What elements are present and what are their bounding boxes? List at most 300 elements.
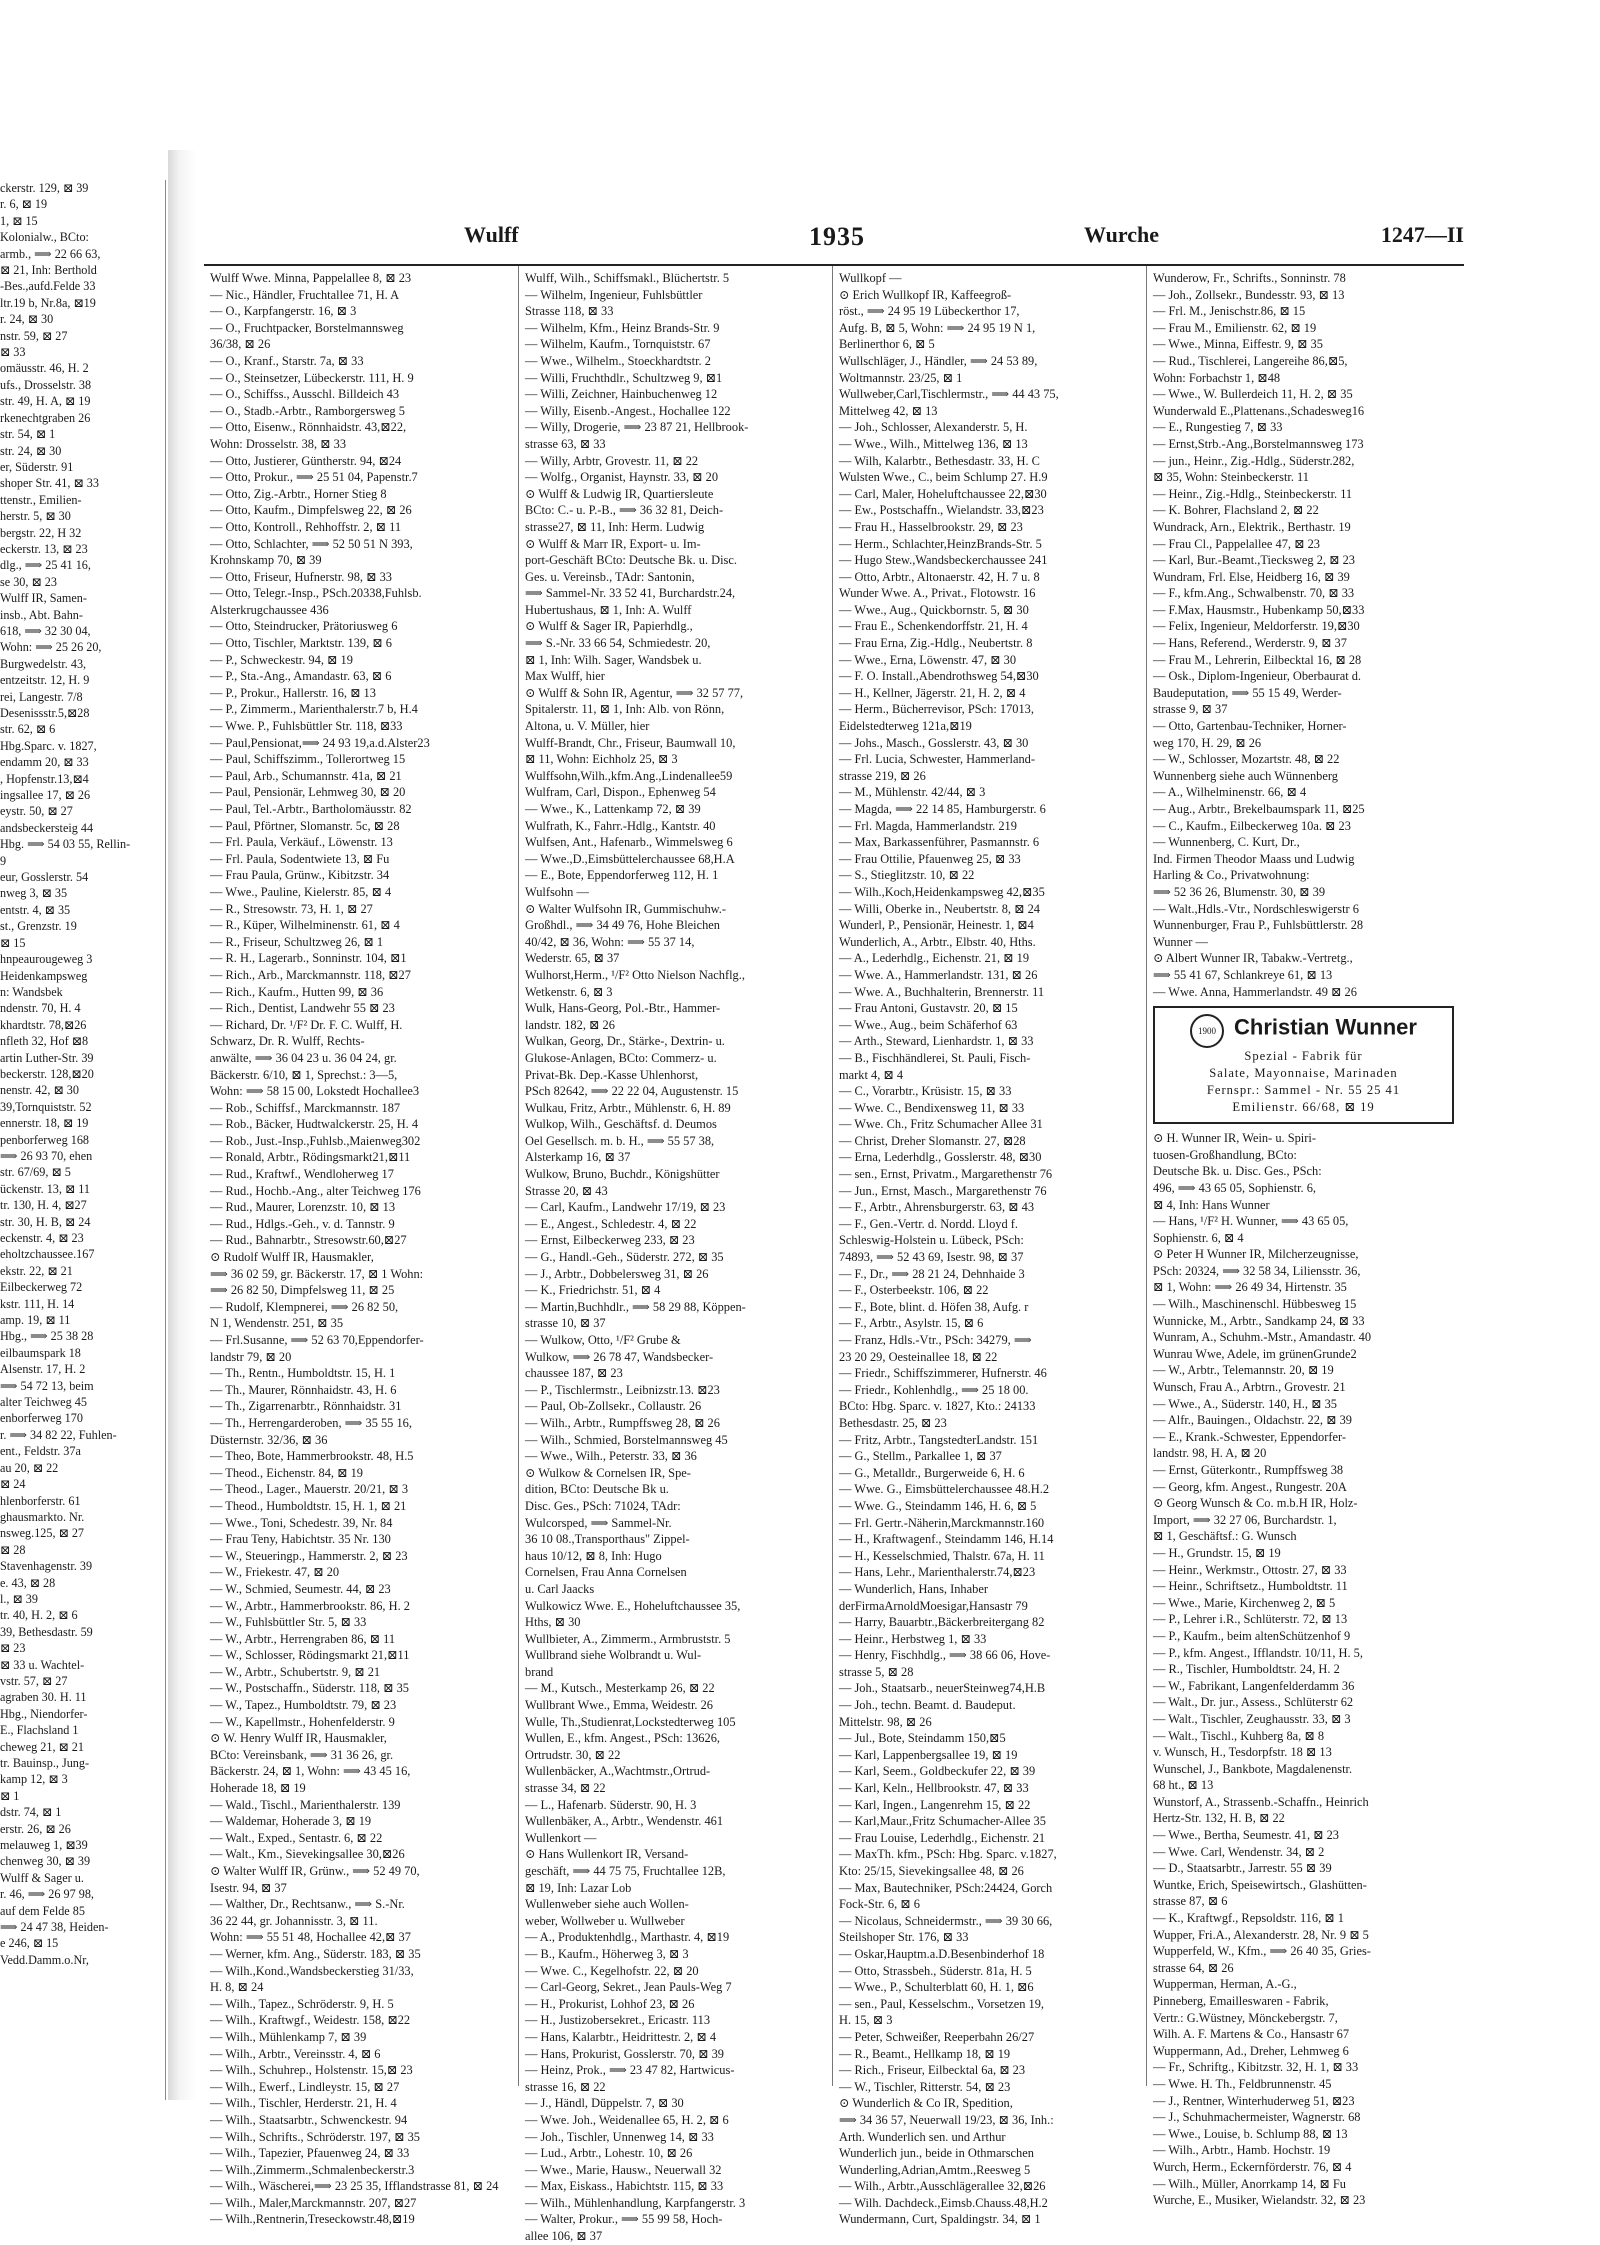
facing-page-line: rkenechtgraben 26 <box>0 410 91 425</box>
directory-entry: — Wwe. P., Fuhlsbüttler Str. 118, ⊠33 <box>210 719 403 734</box>
directory-entry: — Frau Erna, Zig.-Hdlg., Neubertstr. 8 <box>839 636 1033 651</box>
directory-entry: — B., Kaufm., Höherweg 3, ⊠ 3 <box>525 1946 689 1961</box>
book-gutter <box>168 150 196 2100</box>
directory-entry: ⊙ Wulff & Ludwig IR, Quartiersleute <box>525 486 714 501</box>
directory-entry: — Willi, Fruchthdlr., Schultzweg 9, ⊠1 <box>525 370 723 385</box>
directory-entry: ⟹ Sammel-Nr. 33 52 41, Burchardstr.24, <box>525 586 736 601</box>
directory-entry: — Walt., Tischl., Kuhberg 8a, ⊠ 8 <box>1153 1728 1325 1743</box>
directory-entry: weg 170, H. 29, ⊠ 26 <box>1153 735 1262 750</box>
directory-entry: strasse 16, ⊠ 22 <box>525 2079 606 2094</box>
directory-entry: Wunderow, Fr., Schrifts., Sonninstr. 78 <box>1153 271 1346 285</box>
directory-entry: Wundermann, Curt, Spaldingstr. 34, ⊠ 1 <box>839 2212 1041 2227</box>
directory-entry: ⊙ Hans Wullenkort IR, Versand- <box>525 1847 689 1862</box>
directory-entry: Glukose-Anlagen, BCto: Commerz- u. <box>525 1050 717 1065</box>
directory-entry: chaussee 187, ⊠ 23 <box>525 1366 623 1381</box>
directory-entry: — Wwe., Louise, b. Schlump 88, ⊠ 13 <box>1153 2126 1348 2141</box>
directory-entry: Altona, u. V. Müller, hier <box>525 719 650 734</box>
directory-entry: röst., ⟹ 24 95 19 Lübeckerthor 17, <box>839 304 1020 319</box>
directory-entry: — Walt., Dr. jur., Assess., Schlüterstr 62 <box>1153 1695 1354 1710</box>
directory-entry: Wullbrant Wwe., Emma, Weidestr. 26 <box>525 1698 713 1713</box>
facing-page-line: Hbg., Niendorfer- <box>0 1706 88 1721</box>
directory-entry: — Wwe., Wilh., Mittelweg 136, ⊠ 13 <box>839 436 1028 451</box>
directory-entry: — Harry, Bauarbtr.,Bäckerbreitergang 82 <box>839 1615 1045 1630</box>
facing-page-line: andsbeckersteig 44 <box>0 820 94 835</box>
directory-entry: — R., Stresowstr. 73, H. 1, ⊠ 27 <box>210 901 373 916</box>
directory-entry: — Frau M., Lehrerin, Eilbecktal 16, ⊠ 28 <box>1153 652 1362 667</box>
facing-page-line: ndenstr. 70, H. 4 <box>0 1001 81 1016</box>
directory-entry: — Franz, Hdls.-Vtr., PSch: 34279, ⟹ <box>839 1333 1032 1347</box>
directory-entry: — Rud., Kraftwf., Wendloherweg 17 <box>210 1167 394 1182</box>
directory-entry: Wundram, Frl. Else, Heidberg 16, ⊠ 39 <box>1153 569 1350 584</box>
facing-page-line: r. 46, ⟹ 26 97 98, <box>0 1887 94 1902</box>
directory-entry: — Wilh., Tischler, Herderstr. 21, H. 4 <box>210 2096 397 2111</box>
facing-page-line: Alsenstr. 17, H. 2 <box>0 1362 86 1377</box>
directory-entry: Wullweber,Carl,Tischlermstr., ⟹ 44 43 75, <box>839 387 1059 402</box>
directory-entry: — R., Friseur, Schultzweg 26, ⊠ 1 <box>210 934 384 949</box>
directory-entry: Düsternstr. 32/36, ⊠ 36 <box>210 1432 328 1447</box>
directory-entry: — Lud., Arbtr., Lohestr. 10, ⊠ 26 <box>525 2146 693 2161</box>
directory-entry: Wulkow, Bruno, Buchdr., Königshütter <box>525 1167 720 1182</box>
directory-entry: — Wwe., Minna, Eiffestr. 9, ⊠ 35 <box>1153 337 1323 352</box>
facing-page-line: artin Luther-Str. 39 <box>0 1050 94 1065</box>
facing-page-line: penborferweg 168 <box>0 1132 90 1147</box>
directory-entry: Wunderwald E.,Plattenans.,Schadesweg16 <box>1153 403 1365 418</box>
directory-entry: — Wwe. A., Hammerlandstr. 131, ⊠ 26 <box>839 967 1038 982</box>
directory-entry: — Rud., Bahnarbtr., Stresowstr.60,⊠27 <box>210 1233 407 1248</box>
directory-entry: Wunnicke, M., Arbtr., Sandkamp 24, ⊠ 33 <box>1153 1313 1365 1328</box>
directory-entry: Wupperfeld, W., Kfm., ⟹ 26 40 35, Gries- <box>1153 1944 1371 1959</box>
directory-entry: Wurch, Herm., Eckernförderstr. 76, ⊠ 4 <box>1153 2159 1352 2174</box>
directory-entry: — Oskar,Hauptm.a.D.Besenbinderhof 18 <box>839 1946 1045 1961</box>
directory-entry: Schleswig-Holstein u. Lübeck, PSch: <box>839 1233 1024 1248</box>
facing-page-line: hlenborferstr. 61 <box>0 1493 81 1508</box>
facing-page-line: hnpeaurougeweg 3 <box>0 952 93 967</box>
facing-page-line: Vedd.Damm.o.Nr, <box>0 1952 89 1967</box>
directory-entry: Wurche, E., Musiker, Wielandstr. 32, ⊠ 23 <box>1153 2193 1366 2208</box>
directory-entry: Wunderlich jun., beide in Othmarschen <box>839 2146 1034 2161</box>
directory-entry: Mittelstr. 98, ⊠ 26 <box>839 1714 932 1729</box>
directory-entry: — Wald., Tischl., Marienthalerstr. 139 <box>210 1797 401 1812</box>
directory-entry: ⊠ 4, Inh: Hans Wunner <box>1153 1197 1270 1212</box>
directory-entry: — Paul,Pensionat,⟹ 24 93 19,a.d.Alster23 <box>210 735 430 750</box>
directory-entry: — E., Angest., Schledestr. 4, ⊠ 22 <box>525 1216 697 1231</box>
directory-entry: — Henry, Fischhdlg., ⟹ 38 66 06, Hove- <box>839 1648 1051 1663</box>
directory-entry: — K., Kraftwgf., Repsoldstr. 116, ⊠ 1 <box>1153 1911 1344 1926</box>
directory-entry: — jun., Heinr., Zig.-Hdlg., Süderstr.282, <box>1153 453 1355 468</box>
facing-page-line: eilbaumspark 18 <box>0 1345 81 1360</box>
directory-entry: H. 15, ⊠ 3 <box>839 2013 893 2028</box>
directory-entry: Wupper, Fri.A., Alexanderstr. 28, Nr. 9 ⊠ 5 <box>1153 1927 1369 1942</box>
facing-page-line: agraben 30. H. 11 <box>0 1690 87 1705</box>
directory-entry: Wupperman, Herman, A.-G., <box>1153 1977 1297 1992</box>
directory-entry: — Frau Teny, Habichtstr. 35 Nr. 130 <box>210 1532 391 1547</box>
directory-entry: — W., Schmied, Seumestr. 44, ⊠ 23 <box>210 1581 391 1596</box>
facing-page-line: cheweg 21, ⊠ 21 <box>0 1739 84 1754</box>
directory-entry: — Jul., Bote, Steindamm 150,⊠5 <box>839 1731 1006 1746</box>
directory-entry: — W., Friekestr. 47, ⊠ 20 <box>210 1565 340 1580</box>
directory-entry: — Felix, Ingenieur, Meldorferstr. 19,⊠30 <box>1153 619 1360 634</box>
head-year: 1935 <box>809 222 865 251</box>
directory-entry: — Friedr., Schiffszimmerer, Hufnerstr. 46 <box>839 1366 1047 1381</box>
entry-columns <box>204 264 1464 2244</box>
directory-entry: Spitalerstr. 11, ⊠ 1, Inh: Alb. von Rönn, <box>525 702 725 717</box>
directory-entry: BCto: Hbg. Sparc. v. 1827, Kto.: 24133 <box>839 1399 1036 1414</box>
directory-entry: — Wwe., W. Bullerdeich 11, H. 2, ⊠ 35 <box>1153 387 1353 402</box>
facing-page-line: 618, ⟹ 32 30 04, <box>0 623 91 638</box>
facing-page-line: ingsallee 17, ⊠ 26 <box>0 788 91 803</box>
directory-entry: Hths, ⊠ 30 <box>525 1615 581 1630</box>
directory-entry: — Waldemar, Hoherade 3, ⊠ 19 <box>210 1814 372 1829</box>
directory-entry: Wulfrath, K., Fahrr.-Hdlg., Kantstr. 40 <box>525 818 716 833</box>
directory-entry: — Paul, Tel.-Arbtr., Bartholomäusstr. 82 <box>210 802 412 816</box>
directory-entry: — Georg, kfm. Angest., Rungestr. 20A <box>1153 1479 1347 1494</box>
directory-entry: — Wwe. Carl, Wendenstr. 34, ⊠ 2 <box>1153 1844 1325 1859</box>
directory-entry: — R., Küper, Wilhelminenstr. 61, ⊠ 4 <box>210 918 400 933</box>
facing-page-line: tr. Bauinsp., Jung- <box>0 1756 90 1770</box>
directory-entry: — Otto, Steindrucker, Prätoriusweg 6 <box>210 619 398 634</box>
directory-entry: PSch: 20324, ⟹ 32 58 34, Liliensstr. 36, <box>1153 1263 1361 1278</box>
directory-entry: — Joh., Staatsarb., neuerSteinweg74,H.B <box>839 1681 1046 1696</box>
directory-entry: — Rud., Tischlerei, Langereihe 86,⊠5, <box>1153 353 1348 368</box>
directory-entry: — Otto, Prokur., ⟹ 25 51 04, Papenstr.7 <box>210 470 418 485</box>
directory-entry: — Rob., Bäcker, Hudtwalckerstr. 25, H. 4 <box>210 1117 419 1132</box>
directory-entry: — Wwe. A., Buchhalterin, Brennerstr. 11 <box>839 984 1045 999</box>
directory-entry: ⟹ 52 36 26, Blumenstr. 30, ⊠ 39 <box>1153 884 1326 899</box>
directory-entry: Vertr.: G.Wüstney, Mönckebergstr. 7, <box>1153 2010 1338 2025</box>
directory-entry: — Wilh., Mühlenkamp 7, ⊠ 39 <box>210 2029 367 2044</box>
directory-entry: — P., kfm. Angest., Ifflandstr. 10/11, H. 5, <box>1153 1645 1363 1660</box>
directory-entry: — Nic., Händler, Fruchtallee 71, H. A <box>210 287 400 302</box>
facing-page-line: ⟹ 24 47 38, Heiden- <box>0 1920 109 1935</box>
directory-entry: — Wilh., Tapez., Schröderstr. 9, H. 5 <box>210 1996 394 2011</box>
facing-page-line: Kolonialw., BCto: <box>0 230 89 245</box>
directory-entry: — Wilhelm, Ingenieur, Fuhlsbüttler <box>525 287 703 302</box>
directory-entry: — Frau Ottilie, Pfauenweg 25, ⊠ 33 <box>839 851 1021 866</box>
directory-entry: Privat-Bk. Dep.-Kasse Uhlenhorst, <box>525 1067 699 1082</box>
directory-entry: Wunner — <box>1153 934 1208 949</box>
directory-entry: — P., Kaufm., beim altenSchützenhof 9 <box>1153 1628 1351 1643</box>
directory-entry: — Heinr., Herbstweg 1, ⊠ 33 <box>839 1631 987 1646</box>
directory-entry: — J., Händl, Düppelstr. 7, ⊠ 30 <box>525 2096 684 2111</box>
directory-entry: — Th., Maurer, Rönnhaidstr. 43, H. 6 <box>210 1382 397 1397</box>
directory-entry: — F. O. Install.,Abendrothsweg 54,⊠30 <box>839 669 1039 684</box>
facing-page-line: nsweg.125, ⊠ 27 <box>0 1526 85 1541</box>
facing-page-line: eur, Gosslerstr. 54 <box>0 870 89 885</box>
facing-page-line: nweg 3, ⊠ 35 <box>0 886 68 901</box>
facing-page-line: tr. 40, H. 2, ⊠ 6 <box>0 1608 78 1623</box>
directory-entry: — W., Postschaffn., Süderstr. 118, ⊠ 35 <box>210 1681 409 1696</box>
directory-entry: — Ew., Postschaffn., Wielandstr. 33,⊠23 <box>839 503 1044 518</box>
facing-page-line: Heidenkampsweg <box>0 968 88 983</box>
facing-page-line: insb., Abt. Bahn- <box>0 607 83 622</box>
directory-entry: — Wilh., Kraftwgf., Weidestr. 158, ⊠22 <box>210 2013 411 2028</box>
directory-entry: — Karl, Seem., Goldbeckufer 22, ⊠ 39 <box>839 1764 1036 1779</box>
directory-entry: Wulle, Th.,Studienrat,Lockstedterweg 105 <box>525 1714 736 1729</box>
directory-entry: — H., Kellner, Jägerstr. 21, H. 2, ⊠ 4 <box>839 685 1026 700</box>
facing-page-line: endamm 20, ⊠ 33 <box>0 755 89 770</box>
directory-entry: — H., Justizobersekret., Ericastr. 113 <box>525 2013 711 2028</box>
directory-entry: 496, ⟹ 43 65 05, Sophienstr. 6, <box>1153 1180 1317 1195</box>
directory-entry: — Frau E., Schenkendorffstr. 21, H. 4 <box>839 619 1028 634</box>
facing-page-line: str. 30, H. B, ⊠ 24 <box>0 1214 91 1229</box>
directory-entry: ⟹ 34 36 57, Neuerwall 19/23, ⊠ 36, Inh.: <box>839 2112 1054 2127</box>
directory-entry: — Hans, Kalarbtr., Heidrittestr. 2, ⊠ 4 <box>525 2029 717 2044</box>
directory-entry: Wunnenberg siehe auch Wünnenberg <box>1153 768 1338 783</box>
directory-entry: v. Wunsch, H., Tesdorpfstr. 18 ⊠ 13 <box>1153 1745 1332 1760</box>
facing-page-line: ttenstr., Emilien- <box>0 492 82 507</box>
facing-page-line: ⊠ 28 <box>0 1542 26 1557</box>
directory-entry: strasse 9, ⊠ 37 <box>1153 702 1228 717</box>
directory-entry: — Th., Herrengarderoben, ⟹ 35 55 16, <box>210 1415 412 1430</box>
directory-entry: — Heinz, Prok., ⟹ 23 47 82, Hartwicus- <box>525 2063 735 2078</box>
facing-page-line: enborferweg 170 <box>0 1411 83 1426</box>
directory-entry: — Wilh., Müller, Anorrkamp 14, ⊠ Fu <box>1153 2176 1346 2191</box>
directory-entry: — Wwe., P., Schulterblatt 60, H. 1, ⊠6 <box>839 1980 1034 1995</box>
facing-page-line: chenweg 30, ⊠ 39 <box>0 1854 91 1869</box>
directory-entry: — M., Kutsch., Mesterkamp 26, ⊠ 22 <box>525 1681 715 1696</box>
directory-entry: — Otto, Gartenbau-Techniker, Horner- <box>1153 719 1347 734</box>
directory-entry: Wullen, E., kfm. Angest., PSch: 13626, <box>525 1731 720 1746</box>
directory-entry: — Wwe., Marie, Hausw., Neuerwall 32 <box>525 2162 722 2177</box>
directory-entry: Wunnenburger, Frau P., Fuhlsbüttlerstr. 28 <box>1153 918 1364 933</box>
directory-entry: — E., Bote, Eppendorferweg 112, H. 1 <box>525 868 719 883</box>
directory-entry: — Rudolf, Klempnerei, ⟹ 26 82 50, <box>210 1299 399 1314</box>
directory-entry: N 1, Wendenstr. 251, ⊠ 35 <box>210 1316 344 1331</box>
directory-entry: Wullschläger, J., Händler, ⟹ 24 53 89, <box>839 353 1038 368</box>
directory-entry: — Wilh., Wäscherei,⟹ 23 25 35, Ifflandstrasse 81, ⊠ 24 <box>210 2179 499 2194</box>
directory-entry: allee 106, ⊠ 37 <box>525 2229 603 2244</box>
directory-entry: — Willy, Drogerie, ⟹ 23 87 21, Hellbrook- <box>525 420 749 435</box>
facing-page-line: st., Grenzstr. 19 <box>0 919 77 934</box>
facing-page-line: r. 24, ⊠ 30 <box>0 312 54 327</box>
directory-entry: — W., Arbtr., Telemannstr. 20, ⊠ 19 <box>1153 1363 1334 1378</box>
directory-entry: — Karl, Bur.-Beamt.,Tiecksweg 2, ⊠ 23 <box>1153 553 1355 568</box>
facing-page-line: ⟹ 26 93 70, ehen <box>0 1148 93 1163</box>
directory-entry: — Frau Paula, Grünw., Kibitzstr. 34 <box>210 868 390 883</box>
directory-entry: 23 20 29, Oesteinallee 18, ⊠ 22 <box>839 1349 998 1364</box>
directory-entry: 74893, ⟹ 52 43 69, Isestr. 98, ⊠ 37 <box>839 1250 1024 1265</box>
facing-page-line: erstr. 26, ⊠ 26 <box>0 1821 71 1836</box>
directory-entry: ⊠ 35, Wohn: Steinbeckerstr. 11 <box>1153 470 1309 485</box>
directory-entry: — Otto, Schlachter, ⟹ 52 50 51 N 393, <box>210 536 413 551</box>
directory-entry: — Christ, Dreher Slomanstr. 27, ⊠28 <box>839 1133 1026 1148</box>
directory-entry: Wulkow, ⟹ 26 78 47, Wandsbecker- <box>525 1349 714 1364</box>
directory-entry: — F., Arbtr., Asylstr. 15, ⊠ 6 <box>839 1316 984 1331</box>
directory-entry: — Otto, Strassbeh., Süderstr. 81a, H. 5 <box>839 1963 1032 1978</box>
directory-entry: — Heinr., Zig.-Hdlg., Steinbeckerstr. 11 <box>1153 486 1353 501</box>
directory-entry: — Ernst, Eilbeckerweg 233, ⊠ 23 <box>525 1233 695 1248</box>
directory-entry: — J., Rentner, Winterhuderweg 51, ⊠23 <box>1153 2093 1355 2108</box>
directory-entry: Wulkau, Fritz, Arbtr., Mühlenstr. 6, H. 89 <box>525 1100 731 1115</box>
directory-entry: — Walther, Dr., Rechtsanw., ⟹ S.-Nr. <box>210 1897 405 1912</box>
directory-entry: tuosen-Großhandlung, BCto: <box>1153 1147 1297 1162</box>
facing-page-line: entzeitstr. 12, H. 9 <box>0 673 90 688</box>
directory-entry: — R., Beamt., Hellkamp 18, ⊠ 19 <box>839 2046 1011 2061</box>
directory-entry: ⊠ 11, Wohn: Eichholz 25, ⊠ 3 <box>525 752 678 767</box>
facing-page-line: eystr. 50, ⊠ 27 <box>0 804 73 819</box>
directory-entry: — Friedr., Kohlenhdlg., ⟹ 25 18 00. <box>839 1382 1029 1397</box>
directory-entry: — O., Karpfangerstr. 16, ⊠ 3 <box>210 304 357 319</box>
facing-page-line: beckerstr. 128,⊠20 <box>0 1066 94 1081</box>
directory-entry: ⊙ Peter H Wunner IR, Milcherzeugnisse, <box>1153 1247 1359 1262</box>
directory-entry: — P., Sta.-Ang., Amandastr. 63, ⊠ 6 <box>210 669 392 684</box>
directory-entry: Cornelsen, Frau Anna Cornelsen <box>525 1565 687 1580</box>
directory-entry: — H., Prokurist, Lohhof 23, ⊠ 26 <box>525 1996 695 2011</box>
facing-page-line: se 30, ⊠ 23 <box>0 574 57 589</box>
ad-line: Salate, Mayonnaise, Marinaden <box>1209 1066 1398 1081</box>
facing-page-line: , Hopfenstr.13,⊠4 <box>0 771 89 786</box>
directory-entry: Hoherade 18, ⊠ 19 <box>210 1781 306 1796</box>
directory-entry: — Otto, Eisenw., Rönnhaidstr. 43,⊠22, <box>210 420 407 435</box>
facing-page-line: dstr. 74, ⊠ 1 <box>0 1805 62 1820</box>
facing-page-line: ⟹ 54 72 13, beim <box>0 1378 94 1393</box>
facing-page-line: l., ⊠ 39 <box>0 1591 38 1606</box>
directory-entry: Wilh. A. F. Martens & Co., Hansastr 67 <box>1153 2027 1350 2042</box>
directory-entry: — K. Bohrer, Flachsland 2, ⊠ 22 <box>1153 503 1319 518</box>
directory-entry: — Karl, Lappenbergsallee 19, ⊠ 19 <box>839 1747 1018 1762</box>
directory-entry: — W., Arbtr., Herrengraben 86, ⊠ 11 <box>210 1631 396 1646</box>
directory-entry: Sophienstr. 6, ⊠ 4 <box>1153 1230 1244 1245</box>
directory-entry: — F., kfm.Ang., Schwalbenstr. 70, ⊠ 33 <box>1153 586 1355 601</box>
directory-entry: landstr 79, ⊠ 20 <box>210 1349 292 1364</box>
directory-entry: strasse 87, ⊠ 6 <box>1153 1894 1228 1909</box>
facing-page-line: khardtstr. 78,⊠26 <box>0 1017 87 1032</box>
directory-entry: — P., Prokur., Hallerstr. 16, ⊠ 13 <box>210 685 376 700</box>
directory-entry: — Otto, Kaufm., Dimpfelsweg 22, ⊠ 26 <box>210 503 412 518</box>
facing-page-line: ⊠ 33 <box>0 345 26 360</box>
directory-entry: haus 10/12, ⊠ 8, Inh: Hugo <box>525 1548 662 1563</box>
directory-entry: — Rich., Kaufm., Hutten 99, ⊠ 36 <box>210 984 384 999</box>
directory-entry: Wulkan, Georg, Dr., Stärke-, Dextrin- u. <box>525 1034 725 1049</box>
directory-entry: ⊙ W. Henry Wulff IR, Hausmakler, <box>210 1731 387 1746</box>
directory-entry: 40/42, ⊠ 36, Wohn: ⟹ 55 37 14, <box>525 934 695 949</box>
directory-entry: — Fr., Schriftg., Kibitzstr. 32, H. 1, ⊠ 33 <box>1153 2060 1359 2075</box>
directory-entry: — Otto, Kontroll., Rehhoffstr. 2, ⊠ 11 <box>210 519 402 534</box>
directory-entry: — P., Lehrer i.R., Schlüterstr. 72, ⊠ 13 <box>1153 1612 1348 1627</box>
facing-page-line: n: Wandsbek <box>0 984 63 999</box>
directory-entry: — Wunnenberg, C. Kurt, Dr., <box>1153 835 1300 850</box>
directory-entry: — A., Wilhelminenstr. 66, ⊠ 4 <box>1153 785 1307 800</box>
directory-entry: Mittelweg 42, ⊠ 13 <box>839 403 938 418</box>
directory-entry: Wohn: ⟹ 55 51 48, Hochallee 42,⊠ 37 <box>210 1930 411 1945</box>
directory-entry: Wuppermann, Ad., Dreher, Lehmweg 6 <box>1153 2043 1349 2058</box>
directory-entry: — Richard, Dr. ¹/F² Dr. F. C. Wulff, H. <box>210 1017 403 1032</box>
running-head <box>204 222 1464 258</box>
facing-page-line: r. 6, ⊠ 19 <box>0 197 48 212</box>
directory-entry: — W., Arbtr., Hammerbrookstr. 86, H. 2 <box>210 1598 410 1613</box>
directory-entry: — Wilhelm, Kfm., Heinz Brands-Str. 9 <box>525 320 720 335</box>
directory-entry: 36 10 08.,Transporthaus" Zippel- <box>525 1532 690 1547</box>
directory-entry: Fock-Str. 6, ⊠ 6 <box>839 1897 920 1912</box>
directory-entry: — G., Stellm., Parkallee 1, ⊠ 37 <box>839 1449 1002 1464</box>
directory-entry: — Frl.Susanne, ⟹ 52 63 70,Eppendorfer- <box>210 1333 424 1347</box>
directory-entry: — F.Max, Hausmstr., Hubenkamp 50,⊠33 <box>1153 602 1365 617</box>
directory-entry: — O., Schiffss., Ausschl. Billdeich 43 <box>210 387 400 402</box>
directory-entry: — Paul, Schiffszimm., Tollerortweg 15 <box>210 752 406 767</box>
directory-entry: — Frau Cl., Pappelallee 47, ⊠ 23 <box>1153 536 1320 551</box>
directory-entry: anwälte, ⟹ 36 04 23 u. 36 04 24, gr. <box>210 1050 397 1065</box>
directory-entry: — Walt., Exped., Sentastr. 6, ⊠ 22 <box>210 1830 383 1845</box>
directory-entry: Wunderl, P., Pensionär, Heinestr. 1, ⊠4 <box>839 918 1034 933</box>
directory-entry: — Karl, Keln., Hellbrookstr. 47, ⊠ 33 <box>839 1781 1029 1796</box>
directory-entry: u. Carl Jaacks <box>525 1581 595 1596</box>
directory-entry: — F., Arbtr., Ahrensburgerstr. 63, ⊠ 43 <box>839 1200 1035 1215</box>
directory-entry: — Th., Zigarrenarbtr., Rönnhaidstr. 31 <box>210 1399 402 1414</box>
directory-entry: — L., Hafenarb. Süderstr. 90, H. 3 <box>525 1797 697 1812</box>
directory-entry: — Wwe. H. Th., Feldbrunnenstr. 45 <box>1153 2076 1332 2091</box>
directory-entry: Wullenbäker, A., Arbtr., Wendenstr. 461 <box>525 1814 724 1829</box>
directory-entry: — Osk., Diplom-Ingenieur, Oberbaurat d. <box>1153 669 1362 684</box>
facing-page-line: nfleth 32, Hof ⊠8 <box>0 1034 89 1049</box>
directory-entry: — Frl. Gertr.-Näherin,Marckmannstr.160 <box>839 1515 1045 1530</box>
directory-entry: ⊙ Georg Wunsch & Co. m.b.H IR, Holz- <box>1153 1496 1358 1511</box>
directory-entry: — Karl,Maur.,Fritz Schumacher-Allee 35 <box>839 1814 1046 1829</box>
facing-page-line: ⊠ 1 <box>0 1788 20 1803</box>
directory-entry: Wulkowicz Wwe. E., Hoheluftchaussee 35, <box>525 1598 741 1613</box>
directory-entry: — Heinr., Werkmstr., Ottostr. 27, ⊠ 33 <box>1153 1562 1347 1577</box>
directory-entry: — Wwe., Bertha, Seumestr. 41, ⊠ 23 <box>1153 1828 1340 1843</box>
directory-entry: Wundrack, Arn., Elektrik., Berthastr. 19 <box>1153 519 1351 534</box>
directory-entry: — H., Kesselschmied, Thalstr. 67a, H. 11 <box>839 1548 1045 1563</box>
facing-page-line: eholtzchaussee.167 <box>0 1247 95 1262</box>
directory-entry: Wulhorst,Herm., ¹/F² Otto Nielson Nachflg., <box>525 967 745 982</box>
directory-entry: Schwarz, Dr. R. Wulff, Rechts- <box>210 1034 365 1049</box>
directory-entry: Kto: 25/15, Sievekingsallee 48, ⊠ 26 <box>839 1864 1024 1878</box>
facing-page-line: ⊠ 23 <box>0 1641 26 1656</box>
directory-entry: — Wwe., Marie, Kirchenweg 2, ⊠ 5 <box>1153 1595 1336 1610</box>
directory-entry: — Wwe. C., Bendixensweg 11, ⊠ 33 <box>839 1100 1025 1115</box>
directory-entry: Wulsten Wwe., C., beim Schlump 27. H.9 <box>839 470 1048 485</box>
directory-entry: — Joh., techn. Beamt. d. Baudeput. <box>839 1698 1016 1713</box>
facing-page-line: e. 43, ⊠ 28 <box>0 1575 56 1590</box>
directory-entry: Harling & Co., Privatwohnung: <box>1153 868 1310 883</box>
directory-entry: — Carl, Kaufm., Landwehr 17/19, ⊠ 23 <box>525 1200 726 1215</box>
directory-entry: — Wilh., Maschinenschl. Hübbesweg 15 <box>1153 1297 1357 1312</box>
directory-entry: — Wilh., Arbtr.,Ausschlägerallee 32,⊠26 <box>839 2179 1046 2194</box>
directory-entry: Wuntke, Erich, Speisewirtsch., Glashütten- <box>1153 1877 1367 1892</box>
directory-entry: Wulff Wwe. Minna, Pappelallee 8, ⊠ 23 <box>210 271 412 285</box>
directory-entry: — Wwe. G., Steindamm 146, H. 6, ⊠ 5 <box>839 1498 1037 1513</box>
directory-entry: — Rud., Maurer, Lorenzstr. 10, ⊠ 13 <box>210 1200 396 1215</box>
facing-page-line: 39,Tornquiststr. 52 <box>0 1099 92 1114</box>
directory-entry: Wetkenstr. 6, ⊠ 3 <box>525 984 613 999</box>
directory-entry: — H., Kraftwagenf., Steindamm 146, H.14 <box>839 1532 1054 1547</box>
directory-entry: Großhdl., ⟹ 34 49 76, Hohe Bleichen <box>525 918 720 933</box>
directory-entry: — Theod., Humboldtstr. 15, H. 1, ⊠ 21 <box>210 1498 407 1513</box>
directory-entry: ⟹ 36 02 59, gr. Bäckerstr. 17, ⊠ 1 Wohn: <box>210 1266 424 1281</box>
directory-entry: — Wwe., Aug., Quickbornstr. 5, ⊠ 30 <box>839 602 1029 617</box>
directory-entry: Alsterkamp 16, ⊠ 37 <box>525 1150 631 1165</box>
directory-entry: — Willi, Zeichner, Hainbuchenweg 12 <box>525 387 718 402</box>
directory-entry: — Wilh.,Koch,Heidenkampsweg 42,⊠35 <box>839 884 1045 899</box>
directory-entry: Max Wulff, hier <box>525 669 605 684</box>
directory-entry: — W., Schlosser, Mozartstr. 48, ⊠ 22 <box>1153 752 1340 767</box>
directory-entry: Wullenkort — <box>525 1830 597 1845</box>
directory-entry: — Wwe., K., Lattenkamp 72, ⊠ 39 <box>525 802 701 816</box>
directory-entry: Disc. Ges., PSch: 71024, TAdr: <box>525 1498 681 1513</box>
directory-entry: — P., Schweckestr. 94, ⊠ 19 <box>210 652 353 667</box>
directory-entry: — F., Bote, blint. d. Höfen 38, Aufg. r <box>839 1299 1029 1314</box>
directory-entry: Wullenweber siehe auch Wollen- <box>525 1897 689 1912</box>
directory-entry: 36 22 44, gr. Johannisstr. 3, ⊠ 11. <box>210 1913 378 1928</box>
directory-entry: — Willi, Oberke in., Neubertstr. 8, ⊠ 24 <box>839 901 1040 916</box>
directory-entry: Bäckerstr. 6/10, ⊠ 1, Sprechst.: 3—5, <box>210 1067 398 1082</box>
head-last-name: Wurche <box>1084 222 1159 247</box>
directory-entry: — Frau H., Hasselbrookstr. 29, ⊠ 23 <box>839 519 1023 534</box>
facing-page-line: ⊠ 21, Inh: Berthold <box>0 263 97 278</box>
directory-entry: — G., Handl.-Geh., Süderstr. 272, ⊠ 35 <box>525 1250 724 1265</box>
directory-entry: — Magda, ⟹ 22 14 85, Hamburgerstr. 6 <box>839 802 1046 816</box>
